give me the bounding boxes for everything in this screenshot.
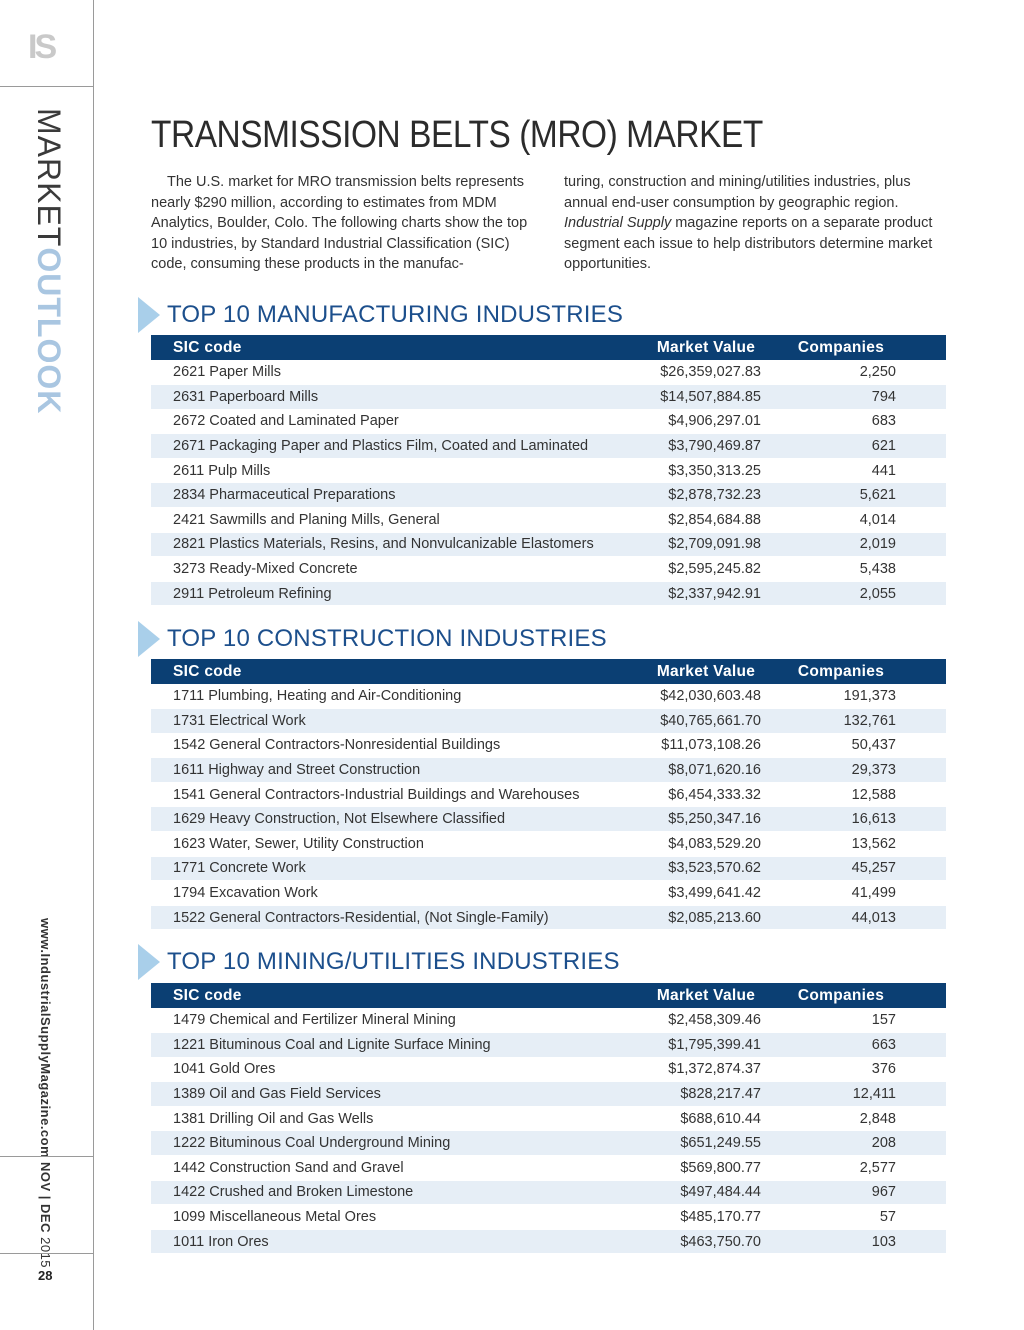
table-header-row — [151, 659, 946, 684]
sic-cell: 1011 Iron Ores — [151, 1229, 611, 1254]
section-label-outlook: OUTLOOK — [31, 247, 67, 415]
column-header-sic: SIC code — [151, 659, 611, 684]
market-value-cell: $5,250,347.16 — [611, 807, 761, 832]
table-row — [151, 758, 946, 783]
sic-cell: 1522 General Contractors-Residential, (Not Single-Family) — [151, 905, 611, 930]
companies-cell: 5,438 — [761, 557, 946, 582]
sic-cell: 1099 Miscellaneous Metal Ores — [151, 1205, 611, 1230]
sidebar-divider — [0, 86, 93, 87]
sic-cell: 2671 Packaging Paper and Plastics Film, Coated and Laminated — [151, 434, 611, 459]
column-header-sic: SIC code — [151, 335, 611, 360]
companies-cell: 57 — [761, 1205, 946, 1230]
section-manufacturing — [138, 297, 948, 602]
companies-cell: 41,499 — [761, 881, 946, 906]
companies-cell: 2,848 — [761, 1106, 946, 1131]
mining-utilities-table — [151, 983, 946, 1254]
market-value-cell: $2,337,942.91 — [611, 581, 761, 606]
section-construction — [138, 621, 948, 926]
sic-cell: 1629 Heavy Construction, Not Elsewhere Classified — [151, 807, 611, 832]
companies-cell: 44,013 — [761, 905, 946, 930]
table-row — [151, 557, 946, 582]
table-row — [151, 1033, 946, 1058]
sic-cell: 1442 Construction Sand and Gravel — [151, 1156, 611, 1181]
market-value-cell: $6,454,333.32 — [611, 782, 761, 807]
article-title: TRANSMISSION BELTS (MRO) MARKET — [151, 114, 763, 156]
sidebar-divider — [0, 1156, 93, 1157]
issue-year: 2015 — [38, 1237, 53, 1269]
companies-cell: 45,257 — [761, 856, 946, 881]
market-value-cell: $2,854,684.88 — [611, 508, 761, 533]
sic-cell: 1381 Drilling Oil and Gas Wells — [151, 1106, 611, 1131]
companies-cell: 663 — [761, 1033, 946, 1058]
intro-paragraph-1: The U.S. market for MRO transmission belts represents nearly $290 million, according to estimates from MDM Analytics, Boulder, Colo. The following charts show the top 10 industries, by Standard Industrial Classification (SIC) code, consuming these products in the manufac- — [151, 174, 528, 272]
sic-cell: 2621 Paper Mills — [151, 360, 611, 385]
section-title: TOP 10 CONSTRUCTION INDUSTRIES — [167, 625, 607, 652]
sic-cell: 1623 Water, Sewer, Utility Construction — [151, 832, 611, 857]
companies-cell: 12,588 — [761, 782, 946, 807]
sic-cell: 3273 Ready-Mixed Concrete — [151, 557, 611, 582]
page-margin-sidebar — [0, 0, 94, 1330]
intro-column-2 — [564, 172, 949, 275]
sic-cell: 2821 Plastics Materials, Resins, and Nonvulcanizable Elastomers — [151, 532, 611, 557]
intro-paragraph-2 — [564, 172, 949, 275]
manufacturing-table — [151, 335, 946, 606]
sic-cell: 1771 Concrete Work — [151, 856, 611, 881]
companies-cell: 376 — [761, 1057, 946, 1082]
table-row — [151, 832, 946, 857]
column-header-market-value: Market Value — [611, 659, 761, 684]
market-value-cell: $1,795,399.41 — [611, 1033, 761, 1058]
companies-cell: 441 — [761, 458, 946, 483]
market-value-cell: $2,595,245.82 — [611, 557, 761, 582]
market-value-cell: $2,458,309.46 — [611, 1008, 761, 1033]
construction-table — [151, 659, 946, 930]
market-value-cell: $26,359,027.83 — [611, 360, 761, 385]
section-title: TOP 10 MINING/UTILITIES INDUSTRIES — [167, 948, 620, 975]
table-header-row — [151, 983, 946, 1008]
market-value-cell: $569,800.77 — [611, 1156, 761, 1181]
companies-cell: 29,373 — [761, 758, 946, 783]
companies-cell: 2,055 — [761, 581, 946, 606]
table-header-row — [151, 335, 946, 360]
market-value-cell: $2,878,732.23 — [611, 483, 761, 508]
table-row — [151, 1131, 946, 1156]
market-value-cell: $3,790,469.87 — [611, 434, 761, 459]
sic-cell: 1541 General Contractors-Industrial Buildings and Warehouses — [151, 782, 611, 807]
intro-column-1 — [151, 172, 541, 275]
sic-cell: 1221 Bituminous Coal and Lignite Surface Mining — [151, 1033, 611, 1058]
table-row — [151, 1106, 946, 1131]
table-row — [151, 434, 946, 459]
companies-cell: 103 — [761, 1229, 946, 1254]
sic-cell: 2834 Pharmaceutical Preparations — [151, 483, 611, 508]
sic-cell: 2421 Sawmills and Planing Mills, General — [151, 508, 611, 533]
table-row — [151, 1156, 946, 1181]
column-header-market-value: Market Value — [611, 335, 761, 360]
column-header-companies: Companies — [761, 335, 946, 360]
section-title: TOP 10 MANUFACTURING INDUSTRIES — [167, 301, 624, 328]
companies-cell: 50,437 — [761, 733, 946, 758]
market-value-cell: $497,484.44 — [611, 1180, 761, 1205]
sic-cell: 2911 Petroleum Refining — [151, 581, 611, 606]
market-value-cell: $828,217.47 — [611, 1082, 761, 1107]
companies-cell: 621 — [761, 434, 946, 459]
intro-text: magazine reports on a separate product segment each issue to help distributors determine market opportunities. — [564, 215, 933, 272]
table-row — [151, 385, 946, 410]
market-value-cell: $40,765,661.70 — [611, 709, 761, 734]
page-number: 28 — [38, 1268, 53, 1283]
magazine-logo: IS — [28, 28, 55, 66]
issue-month: NOV | DEC — [38, 1162, 53, 1233]
sic-cell: 2672 Coated and Laminated Paper — [151, 409, 611, 434]
market-value-cell: $8,071,620.16 — [611, 758, 761, 783]
companies-cell: 4,014 — [761, 508, 946, 533]
table-row — [151, 782, 946, 807]
market-value-cell: $2,085,213.60 — [611, 905, 761, 930]
companies-cell: 13,562 — [761, 832, 946, 857]
table-row — [151, 1082, 946, 1107]
table-row — [151, 684, 946, 709]
companies-cell: 191,373 — [761, 684, 946, 709]
companies-cell: 2,250 — [761, 360, 946, 385]
table-row — [151, 709, 946, 734]
section-label — [30, 108, 67, 414]
market-value-cell: $3,350,313.25 — [611, 458, 761, 483]
section-header — [138, 621, 948, 657]
column-header-companies: Companies — [761, 659, 946, 684]
section-label-market: MARKET — [31, 108, 67, 248]
market-value-cell: $3,499,641.42 — [611, 881, 761, 906]
companies-cell: 683 — [761, 409, 946, 434]
market-value-cell: $2,709,091.98 — [611, 532, 761, 557]
table-row — [151, 733, 946, 758]
table-row — [151, 508, 946, 533]
companies-cell: 2,577 — [761, 1156, 946, 1181]
market-value-cell: $3,523,570.62 — [611, 856, 761, 881]
companies-cell: 12,411 — [761, 1082, 946, 1107]
table-row — [151, 1180, 946, 1205]
companies-cell: 157 — [761, 1008, 946, 1033]
table-row — [151, 1008, 946, 1033]
companies-cell: 5,621 — [761, 483, 946, 508]
section-mining-utilities — [138, 944, 948, 1250]
sic-cell: 1389 Oil and Gas Field Services — [151, 1082, 611, 1107]
market-value-cell: $688,610.44 — [611, 1106, 761, 1131]
website-url: www.IndustrialSupplyMagazine.com — [38, 918, 53, 1159]
table-row — [151, 1057, 946, 1082]
market-value-cell: $1,372,874.37 — [611, 1057, 761, 1082]
table-row — [151, 458, 946, 483]
sic-cell: 1794 Excavation Work — [151, 881, 611, 906]
market-value-cell: $651,249.55 — [611, 1131, 761, 1156]
sic-cell: 1479 Chemical and Fertilizer Mineral Mining — [151, 1008, 611, 1033]
table-row — [151, 1205, 946, 1230]
arrow-icon — [138, 297, 160, 333]
companies-cell: 132,761 — [761, 709, 946, 734]
section-header — [138, 297, 948, 333]
table-row — [151, 1229, 946, 1254]
companies-cell: 16,613 — [761, 807, 946, 832]
sic-cell: 1422 Crushed and Broken Limestone — [151, 1180, 611, 1205]
sic-cell: 1222 Bituminous Coal Underground Mining — [151, 1131, 611, 1156]
table-row — [151, 360, 946, 385]
market-value-cell: $4,083,529.20 — [611, 832, 761, 857]
table-row — [151, 409, 946, 434]
table-row — [151, 807, 946, 832]
companies-cell: 794 — [761, 385, 946, 410]
market-value-cell: $485,170.77 — [611, 1205, 761, 1230]
column-header-companies: Companies — [761, 983, 946, 1008]
sic-cell: 1041 Gold Ores — [151, 1057, 611, 1082]
table-row — [151, 532, 946, 557]
market-value-cell: $463,750.70 — [611, 1229, 761, 1254]
sic-cell: 2631 Paperboard Mills — [151, 385, 611, 410]
table-row — [151, 581, 946, 606]
column-header-market-value: Market Value — [611, 983, 761, 1008]
magazine-name: Industrial Supply — [564, 215, 672, 231]
table-row — [151, 905, 946, 930]
column-header-sic: SIC code — [151, 983, 611, 1008]
sic-cell: 2611 Pulp Mills — [151, 458, 611, 483]
intro-text: turing, construction and mining/utilities industries, plus annual end-user consumption by geographic region. — [564, 174, 911, 211]
sic-cell: 1611 Highway and Street Construction — [151, 758, 611, 783]
table-row — [151, 881, 946, 906]
sic-cell: 1711 Plumbing, Heating and Air-Conditioning — [151, 684, 611, 709]
arrow-icon — [138, 621, 160, 657]
table-row — [151, 856, 946, 881]
companies-cell: 208 — [761, 1131, 946, 1156]
arrow-icon — [138, 944, 160, 980]
companies-cell: 967 — [761, 1180, 946, 1205]
market-value-cell: $14,507,884.85 — [611, 385, 761, 410]
section-header — [138, 944, 948, 980]
companies-cell: 2,019 — [761, 532, 946, 557]
market-value-cell: $11,073,108.26 — [611, 733, 761, 758]
sic-cell: 1542 General Contractors-Nonresidential Buildings — [151, 733, 611, 758]
sidebar-divider — [0, 1253, 93, 1254]
market-value-cell: $42,030,603.48 — [611, 684, 761, 709]
table-row — [151, 483, 946, 508]
market-value-cell: $4,906,297.01 — [611, 409, 761, 434]
sic-cell: 1731 Electrical Work — [151, 709, 611, 734]
